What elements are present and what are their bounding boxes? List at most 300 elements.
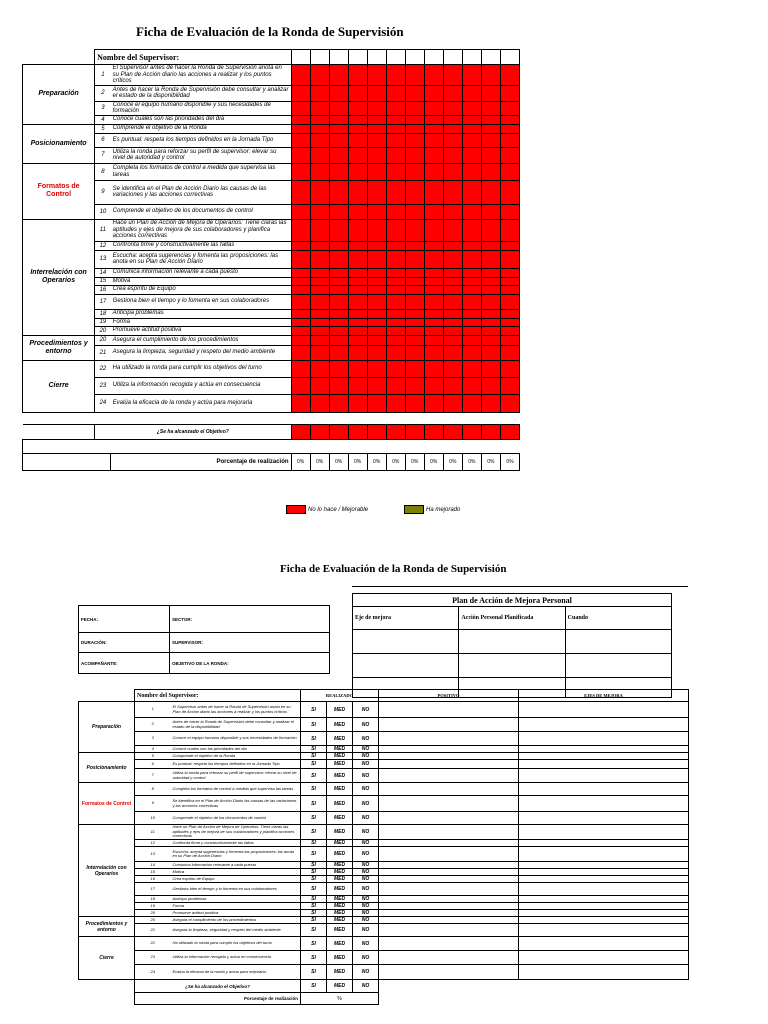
- answer-med[interactable]: MED: [327, 732, 353, 746]
- plan-cell[interactable]: [565, 630, 671, 654]
- evaluation-cell[interactable]: [481, 360, 500, 377]
- evaluation-cell[interactable]: [443, 219, 462, 241]
- evaluation-cell[interactable]: [443, 377, 462, 394]
- answer-med[interactable]: MED: [327, 896, 353, 903]
- evaluation-cell[interactable]: [310, 115, 329, 124]
- answer-si[interactable]: SI: [301, 883, 327, 896]
- evaluation-cell[interactable]: [329, 360, 348, 377]
- evaluation-cell[interactable]: [481, 309, 500, 318]
- evaluation-cell[interactable]: [367, 133, 386, 147]
- answer-no[interactable]: NO: [353, 812, 379, 825]
- evaluation-cell[interactable]: [348, 294, 367, 309]
- evaluation-cell[interactable]: [386, 204, 405, 219]
- ejes-cell[interactable]: [519, 702, 689, 718]
- evaluation-cell[interactable]: [329, 124, 348, 133]
- evaluation-cell[interactable]: [367, 204, 386, 219]
- objective-cell[interactable]: [500, 424, 519, 439]
- evaluation-cell[interactable]: [310, 219, 329, 241]
- answer-no[interactable]: NO: [353, 769, 379, 783]
- evaluation-cell[interactable]: [386, 285, 405, 294]
- supervisor-name-cell[interactable]: [424, 50, 443, 65]
- evaluation-cell[interactable]: [367, 394, 386, 412]
- answer-no[interactable]: NO: [353, 883, 379, 896]
- answer-no[interactable]: NO: [353, 910, 379, 917]
- evaluation-cell[interactable]: [424, 180, 443, 204]
- evaluation-cell[interactable]: [424, 241, 443, 250]
- evaluation-cell[interactable]: [405, 133, 424, 147]
- evaluation-cell[interactable]: [329, 163, 348, 180]
- evaluation-cell[interactable]: [348, 250, 367, 268]
- ejes-cell[interactable]: [519, 951, 689, 965]
- evaluation-cell[interactable]: [310, 360, 329, 377]
- answer-si[interactable]: SI: [301, 965, 327, 980]
- evaluation-cell[interactable]: [291, 85, 310, 101]
- ejes-cell[interactable]: [519, 769, 689, 783]
- evaluation-cell[interactable]: [424, 85, 443, 101]
- evaluation-cell[interactable]: [329, 335, 348, 345]
- evaluation-cell[interactable]: [424, 268, 443, 277]
- evaluation-cell[interactable]: [348, 377, 367, 394]
- evaluation-cell[interactable]: [386, 277, 405, 285]
- evaluation-cell[interactable]: [291, 268, 310, 277]
- evaluation-cell[interactable]: [329, 345, 348, 360]
- positivo-cell[interactable]: [379, 937, 519, 951]
- evaluation-cell[interactable]: [329, 285, 348, 294]
- evaluation-cell[interactable]: [329, 65, 348, 86]
- evaluation-cell[interactable]: [481, 394, 500, 412]
- evaluation-cell[interactable]: [500, 101, 519, 115]
- evaluation-cell[interactable]: [500, 180, 519, 204]
- ejes-cell[interactable]: [519, 847, 689, 862]
- evaluation-cell[interactable]: [405, 285, 424, 294]
- evaluation-cell[interactable]: [348, 115, 367, 124]
- evaluation-cell[interactable]: [386, 133, 405, 147]
- evaluation-cell[interactable]: [443, 335, 462, 345]
- supervisor-name-cell[interactable]: [386, 50, 405, 65]
- ejes-cell[interactable]: [519, 883, 689, 896]
- evaluation-cell[interactable]: [386, 318, 405, 326]
- evaluation-cell[interactable]: [329, 101, 348, 115]
- evaluation-cell[interactable]: [367, 101, 386, 115]
- evaluation-cell[interactable]: [424, 335, 443, 345]
- evaluation-cell[interactable]: [348, 204, 367, 219]
- answer-si[interactable]: SI: [301, 702, 327, 718]
- evaluation-cell[interactable]: [348, 394, 367, 412]
- positivo-cell[interactable]: [379, 769, 519, 783]
- positivo-cell[interactable]: [379, 760, 519, 769]
- evaluation-cell[interactable]: [462, 180, 481, 204]
- ejes-cell[interactable]: [519, 903, 689, 910]
- evaluation-cell[interactable]: [367, 163, 386, 180]
- evaluation-cell[interactable]: [424, 101, 443, 115]
- answer-si[interactable]: SI: [301, 951, 327, 965]
- answer-si[interactable]: SI: [301, 732, 327, 746]
- evaluation-cell[interactable]: [329, 219, 348, 241]
- evaluation-cell[interactable]: [462, 147, 481, 163]
- evaluation-cell[interactable]: [500, 219, 519, 241]
- evaluation-cell[interactable]: [291, 377, 310, 394]
- answer-med[interactable]: MED: [327, 980, 353, 993]
- evaluation-cell[interactable]: [500, 241, 519, 250]
- answer-si[interactable]: SI: [301, 937, 327, 951]
- evaluation-cell[interactable]: [291, 335, 310, 345]
- answer-no[interactable]: NO: [353, 862, 379, 869]
- answer-no[interactable]: NO: [353, 746, 379, 753]
- answer-si[interactable]: SI: [301, 783, 327, 796]
- evaluation-cell[interactable]: [367, 219, 386, 241]
- evaluation-cell[interactable]: [291, 204, 310, 219]
- evaluation-cell[interactable]: [481, 115, 500, 124]
- answer-med[interactable]: MED: [327, 883, 353, 896]
- evaluation-cell[interactable]: [291, 285, 310, 294]
- positivo-cell[interactable]: [379, 825, 519, 840]
- evaluation-cell[interactable]: [291, 394, 310, 412]
- answer-no[interactable]: NO: [353, 937, 379, 951]
- evaluation-cell[interactable]: [386, 268, 405, 277]
- evaluation-cell[interactable]: [443, 250, 462, 268]
- evaluation-cell[interactable]: [348, 335, 367, 345]
- evaluation-cell[interactable]: [462, 335, 481, 345]
- evaluation-cell[interactable]: [443, 204, 462, 219]
- evaluation-cell[interactable]: [405, 101, 424, 115]
- answer-med[interactable]: MED: [327, 869, 353, 876]
- evaluation-cell[interactable]: [367, 147, 386, 163]
- evaluation-cell[interactable]: [405, 335, 424, 345]
- answer-no[interactable]: NO: [353, 869, 379, 876]
- evaluation-cell[interactable]: [329, 318, 348, 326]
- evaluation-cell[interactable]: [500, 285, 519, 294]
- ejes-cell[interactable]: [519, 825, 689, 840]
- evaluation-cell[interactable]: [348, 318, 367, 326]
- evaluation-cell[interactable]: [481, 250, 500, 268]
- evaluation-cell[interactable]: [481, 241, 500, 250]
- evaluation-cell[interactable]: [367, 377, 386, 394]
- evaluation-cell[interactable]: [291, 309, 310, 318]
- evaluation-cell[interactable]: [405, 163, 424, 180]
- evaluation-cell[interactable]: [310, 147, 329, 163]
- evaluation-cell[interactable]: [500, 85, 519, 101]
- ejes-cell[interactable]: [519, 718, 689, 732]
- evaluation-cell[interactable]: [462, 85, 481, 101]
- evaluation-cell[interactable]: [405, 394, 424, 412]
- answer-no[interactable]: NO: [353, 980, 379, 993]
- evaluation-cell[interactable]: [500, 65, 519, 86]
- evaluation-cell[interactable]: [443, 65, 462, 86]
- objective-cell[interactable]: [405, 424, 424, 439]
- evaluation-cell[interactable]: [386, 309, 405, 318]
- evaluation-cell[interactable]: [500, 326, 519, 335]
- evaluation-cell[interactable]: [348, 219, 367, 241]
- answer-si[interactable]: SI: [301, 812, 327, 825]
- sector-field[interactable]: [170, 606, 330, 633]
- evaluation-cell[interactable]: [329, 377, 348, 394]
- ejes-cell[interactable]: [519, 862, 689, 869]
- plan-cell[interactable]: [353, 654, 459, 678]
- evaluation-cell[interactable]: [348, 285, 367, 294]
- evaluation-cell[interactable]: [462, 294, 481, 309]
- evaluation-cell[interactable]: [329, 133, 348, 147]
- evaluation-cell[interactable]: [310, 85, 329, 101]
- positivo-cell[interactable]: [379, 869, 519, 876]
- answer-si[interactable]: SI: [301, 760, 327, 769]
- evaluation-cell[interactable]: [291, 124, 310, 133]
- answer-med[interactable]: MED: [327, 965, 353, 980]
- evaluation-cell[interactable]: [443, 268, 462, 277]
- answer-si[interactable]: SI: [301, 746, 327, 753]
- evaluation-cell[interactable]: [424, 163, 443, 180]
- evaluation-cell[interactable]: [291, 294, 310, 309]
- evaluation-cell[interactable]: [481, 294, 500, 309]
- supervisor-name-cell[interactable]: [481, 50, 500, 65]
- answer-no[interactable]: NO: [353, 732, 379, 746]
- evaluation-cell[interactable]: [462, 345, 481, 360]
- evaluation-cell[interactable]: [424, 294, 443, 309]
- answer-med[interactable]: MED: [327, 760, 353, 769]
- evaluation-cell[interactable]: [481, 85, 500, 101]
- answer-si[interactable]: SI: [301, 896, 327, 903]
- evaluation-cell[interactable]: [462, 360, 481, 377]
- evaluation-cell[interactable]: [443, 180, 462, 204]
- evaluation-cell[interactable]: [386, 101, 405, 115]
- answer-no[interactable]: NO: [353, 951, 379, 965]
- answer-si[interactable]: SI: [301, 924, 327, 937]
- evaluation-cell[interactable]: [424, 65, 443, 86]
- evaluation-cell[interactable]: [329, 394, 348, 412]
- evaluation-cell[interactable]: [405, 294, 424, 309]
- evaluation-cell[interactable]: [291, 65, 310, 86]
- evaluation-cell[interactable]: [462, 377, 481, 394]
- evaluation-cell[interactable]: [481, 65, 500, 86]
- positivo-cell[interactable]: [379, 718, 519, 732]
- ejes-cell[interactable]: [519, 732, 689, 746]
- positivo-cell[interactable]: [379, 783, 519, 796]
- evaluation-cell[interactable]: [310, 124, 329, 133]
- evaluation-cell[interactable]: [462, 124, 481, 133]
- evaluation-cell[interactable]: [348, 85, 367, 101]
- evaluation-cell[interactable]: [481, 345, 500, 360]
- evaluation-cell[interactable]: [329, 268, 348, 277]
- evaluation-cell[interactable]: [329, 204, 348, 219]
- evaluation-cell[interactable]: [291, 241, 310, 250]
- evaluation-cell[interactable]: [462, 268, 481, 277]
- evaluation-cell[interactable]: [329, 309, 348, 318]
- evaluation-cell[interactable]: [348, 277, 367, 285]
- duracion-field[interactable]: [79, 633, 170, 653]
- evaluation-cell[interactable]: [367, 309, 386, 318]
- positivo-cell[interactable]: [379, 951, 519, 965]
- evaluation-cell[interactable]: [386, 115, 405, 124]
- positivo-cell[interactable]: [379, 903, 519, 910]
- objective-cell[interactable]: [348, 424, 367, 439]
- evaluation-cell[interactable]: [310, 277, 329, 285]
- evaluation-cell[interactable]: [462, 101, 481, 115]
- positivo-cell[interactable]: [379, 796, 519, 812]
- evaluation-cell[interactable]: [386, 163, 405, 180]
- evaluation-cell[interactable]: [462, 277, 481, 285]
- answer-si[interactable]: SI: [301, 847, 327, 862]
- answer-med[interactable]: MED: [327, 951, 353, 965]
- evaluation-cell[interactable]: [310, 394, 329, 412]
- evaluation-cell[interactable]: [329, 241, 348, 250]
- evaluation-cell[interactable]: [405, 318, 424, 326]
- evaluation-cell[interactable]: [462, 219, 481, 241]
- positivo-cell[interactable]: [379, 924, 519, 937]
- evaluation-cell[interactable]: [291, 147, 310, 163]
- positivo-cell[interactable]: [379, 883, 519, 896]
- answer-si[interactable]: SI: [301, 825, 327, 840]
- evaluation-cell[interactable]: [291, 345, 310, 360]
- answer-no[interactable]: NO: [353, 702, 379, 718]
- answer-no[interactable]: NO: [353, 796, 379, 812]
- evaluation-cell[interactable]: [424, 326, 443, 335]
- ejes-cell[interactable]: [519, 924, 689, 937]
- evaluation-cell[interactable]: [481, 277, 500, 285]
- answer-no[interactable]: NO: [353, 840, 379, 847]
- evaluation-cell[interactable]: [424, 309, 443, 318]
- positivo-cell[interactable]: [379, 965, 519, 980]
- evaluation-cell[interactable]: [500, 268, 519, 277]
- evaluation-cell[interactable]: [310, 268, 329, 277]
- evaluation-cell[interactable]: [367, 124, 386, 133]
- evaluation-cell[interactable]: [500, 163, 519, 180]
- answer-med[interactable]: MED: [327, 702, 353, 718]
- evaluation-cell[interactable]: [329, 85, 348, 101]
- evaluation-cell[interactable]: [500, 250, 519, 268]
- evaluation-cell[interactable]: [386, 360, 405, 377]
- evaluation-cell[interactable]: [310, 285, 329, 294]
- answer-med[interactable]: MED: [327, 783, 353, 796]
- answer-no[interactable]: NO: [353, 896, 379, 903]
- answer-no[interactable]: NO: [353, 876, 379, 883]
- evaluation-cell[interactable]: [367, 335, 386, 345]
- answer-si[interactable]: SI: [301, 796, 327, 812]
- evaluation-cell[interactable]: [424, 377, 443, 394]
- positivo-cell[interactable]: [379, 917, 519, 924]
- evaluation-cell[interactable]: [424, 277, 443, 285]
- answer-no[interactable]: NO: [353, 783, 379, 796]
- evaluation-cell[interactable]: [329, 115, 348, 124]
- evaluation-cell[interactable]: [443, 85, 462, 101]
- evaluation-cell[interactable]: [443, 294, 462, 309]
- evaluation-cell[interactable]: [424, 147, 443, 163]
- evaluation-cell[interactable]: [443, 241, 462, 250]
- evaluation-cell[interactable]: [291, 250, 310, 268]
- evaluation-cell[interactable]: [481, 101, 500, 115]
- evaluation-cell[interactable]: [405, 377, 424, 394]
- supervisor-name-cell[interactable]: [443, 50, 462, 65]
- evaluation-cell[interactable]: [291, 133, 310, 147]
- answer-si[interactable]: SI: [301, 862, 327, 869]
- objective-cell[interactable]: [291, 424, 310, 439]
- evaluation-cell[interactable]: [462, 133, 481, 147]
- evaluation-cell[interactable]: [367, 115, 386, 124]
- objective-cell[interactable]: [329, 424, 348, 439]
- evaluation-cell[interactable]: [500, 345, 519, 360]
- answer-med[interactable]: MED: [327, 718, 353, 732]
- evaluation-cell[interactable]: [386, 85, 405, 101]
- answer-si[interactable]: SI: [301, 980, 327, 993]
- answer-si[interactable]: SI: [301, 910, 327, 917]
- evaluation-cell[interactable]: [481, 268, 500, 277]
- evaluation-cell[interactable]: [424, 345, 443, 360]
- ejes-cell[interactable]: [519, 812, 689, 825]
- evaluation-cell[interactable]: [386, 377, 405, 394]
- objective-cell[interactable]: [386, 424, 405, 439]
- evaluation-cell[interactable]: [367, 277, 386, 285]
- evaluation-cell[interactable]: [405, 309, 424, 318]
- evaluation-cell[interactable]: [443, 326, 462, 335]
- evaluation-cell[interactable]: [348, 309, 367, 318]
- ejes-cell[interactable]: [519, 869, 689, 876]
- ejes-cell[interactable]: [519, 896, 689, 903]
- ejes-cell[interactable]: [519, 910, 689, 917]
- evaluation-cell[interactable]: [443, 318, 462, 326]
- evaluation-cell[interactable]: [348, 163, 367, 180]
- evaluation-cell[interactable]: [405, 360, 424, 377]
- answer-med[interactable]: MED: [327, 840, 353, 847]
- evaluation-cell[interactable]: [386, 180, 405, 204]
- answer-med[interactable]: MED: [327, 876, 353, 883]
- objective-cell[interactable]: [481, 424, 500, 439]
- positivo-cell[interactable]: [379, 812, 519, 825]
- positivo-cell[interactable]: [379, 862, 519, 869]
- evaluation-cell[interactable]: [310, 250, 329, 268]
- evaluation-cell[interactable]: [462, 115, 481, 124]
- answer-no[interactable]: NO: [353, 753, 379, 760]
- evaluation-cell[interactable]: [386, 219, 405, 241]
- evaluation-cell[interactable]: [310, 65, 329, 86]
- supervisor-name-cell[interactable]: [291, 50, 310, 65]
- positivo-cell[interactable]: [379, 702, 519, 718]
- evaluation-cell[interactable]: [310, 335, 329, 345]
- evaluation-cell[interactable]: [405, 277, 424, 285]
- objective-cell[interactable]: [424, 424, 443, 439]
- evaluation-cell[interactable]: [481, 180, 500, 204]
- evaluation-cell[interactable]: [329, 277, 348, 285]
- evaluation-cell[interactable]: [405, 180, 424, 204]
- evaluation-cell[interactable]: [481, 163, 500, 180]
- evaluation-cell[interactable]: [348, 101, 367, 115]
- evaluation-cell[interactable]: [291, 326, 310, 335]
- ejes-cell[interactable]: [519, 917, 689, 924]
- evaluation-cell[interactable]: [310, 377, 329, 394]
- answer-med[interactable]: MED: [327, 910, 353, 917]
- evaluation-cell[interactable]: [405, 85, 424, 101]
- evaluation-cell[interactable]: [500, 133, 519, 147]
- positivo-cell[interactable]: [379, 840, 519, 847]
- evaluation-cell[interactable]: [424, 360, 443, 377]
- evaluation-cell[interactable]: [310, 345, 329, 360]
- answer-no[interactable]: NO: [353, 825, 379, 840]
- answer-si[interactable]: SI: [301, 769, 327, 783]
- evaluation-cell[interactable]: [367, 294, 386, 309]
- evaluation-cell[interactable]: [310, 101, 329, 115]
- positivo-cell[interactable]: [379, 753, 519, 760]
- evaluation-cell[interactable]: [310, 204, 329, 219]
- evaluation-cell[interactable]: [386, 294, 405, 309]
- evaluation-cell[interactable]: [424, 318, 443, 326]
- evaluation-cell[interactable]: [500, 309, 519, 318]
- evaluation-cell[interactable]: [481, 133, 500, 147]
- evaluation-cell[interactable]: [367, 85, 386, 101]
- evaluation-cell[interactable]: [329, 147, 348, 163]
- ejes-cell[interactable]: [519, 840, 689, 847]
- evaluation-cell[interactable]: [481, 377, 500, 394]
- evaluation-cell[interactable]: [443, 115, 462, 124]
- evaluation-cell[interactable]: [405, 124, 424, 133]
- evaluation-cell[interactable]: [424, 115, 443, 124]
- evaluation-cell[interactable]: [462, 394, 481, 412]
